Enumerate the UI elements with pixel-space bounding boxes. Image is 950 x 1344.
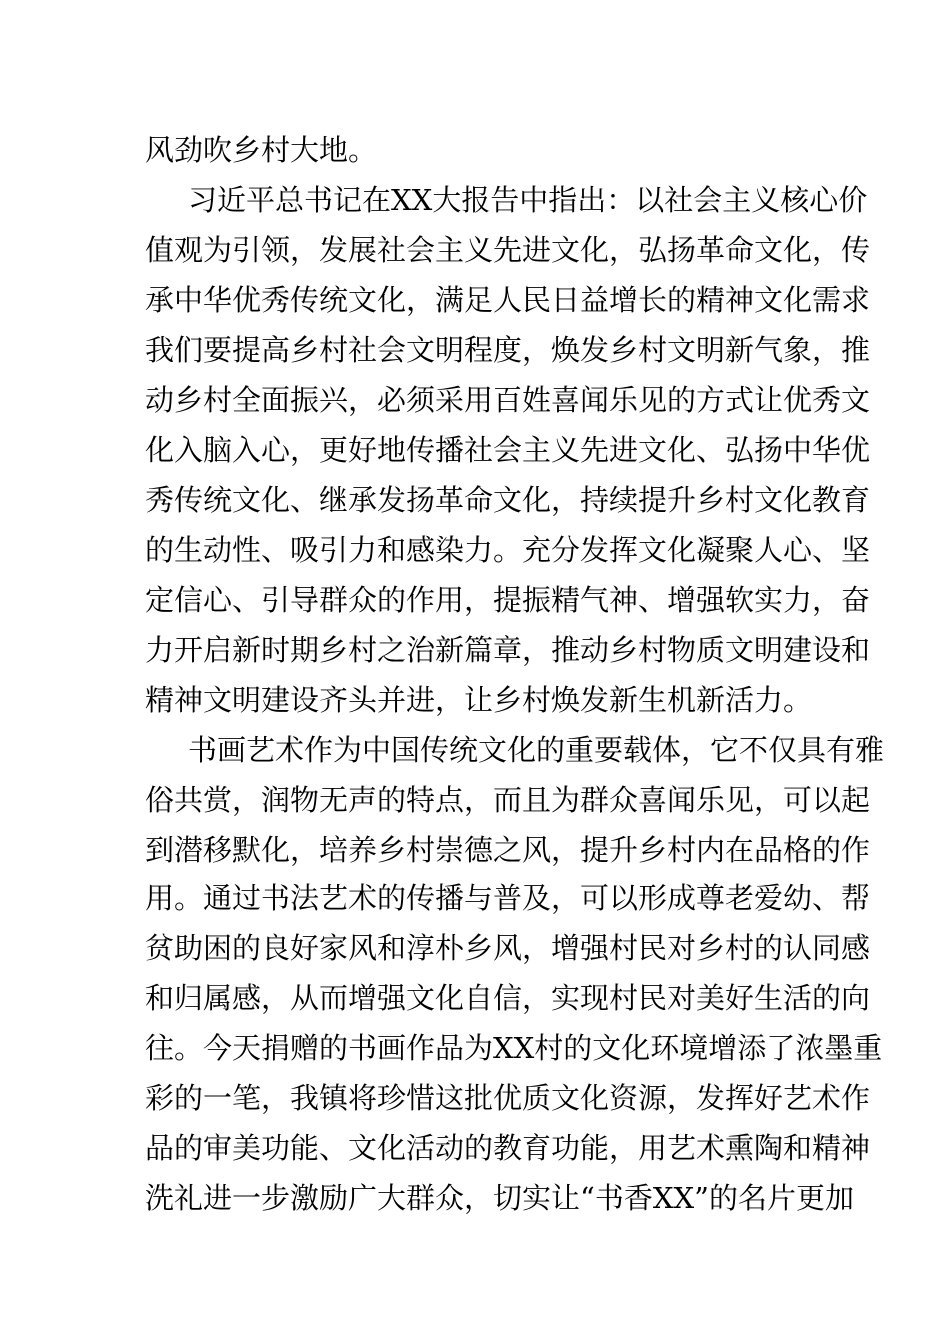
text-line: 洗礼进一步激励广大群众，切实让“书香XX”的名片更加 bbox=[145, 1181, 854, 1215]
text-line: 秀传统文化、继承发扬革命文化，持续提升乡村文化教育 bbox=[145, 483, 871, 517]
text-line: 定信心、引导群众的作用，提振精气神、增强软实力，奋 bbox=[145, 583, 871, 617]
text-line: 风劲吹乡村大地。 bbox=[145, 133, 378, 167]
text-line: 值观为引领，发展社会主义先进文化，弘扬革命文化，传 bbox=[145, 233, 871, 267]
paragraph-first-line: 习近平总书记在XX大报告中指出：以社会主义核心价 bbox=[188, 183, 868, 217]
text-line: 力开启新时期乡村之治新篇章，推动乡村物质文明建设和 bbox=[145, 633, 871, 667]
text-line: 精神文明建设齐头并进，让乡村焕发新生机新活力。 bbox=[145, 683, 813, 717]
text-line: 品的审美功能、文化活动的教育功能，用艺术熏陶和精神 bbox=[145, 1131, 871, 1165]
text-line: 化入脑入心，更好地传播社会主义先进文化、弘扬中华优 bbox=[145, 433, 871, 467]
text-line: 的生动性、吸引力和感染力。充分发挥文化凝聚人心、坚 bbox=[145, 533, 871, 567]
text-line: 到潜移默化，培养乡村崇德之风，提升乡村内在品格的作 bbox=[145, 833, 871, 867]
text-line: 我们要提高乡村社会文明程度，焕发乡村文明新气象，推 bbox=[145, 333, 871, 367]
text-line: 动乡村全面振兴，必须采用百姓喜闻乐见的方式让优秀文 bbox=[145, 383, 871, 417]
text-line: 俗共赏，润物无声的特点，而且为群众喜闻乐见，可以起 bbox=[145, 783, 871, 817]
text-line: 彩的一笔，我镇将珍惜这批优质文化资源，发挥好艺术作 bbox=[145, 1081, 871, 1115]
text-line: 用。通过书法艺术的传播与普及，可以形成尊老爱幼、帮 bbox=[145, 881, 871, 915]
text-line: 往。今天捐赠的书画作品为XX村的文化环境增添了浓墨重 bbox=[145, 1031, 883, 1065]
paragraph-first-line: 书画艺术作为中国传统文化的重要载体，它不仅具有雅 bbox=[188, 733, 885, 767]
text-line: 和归属感，从而增强文化自信，实现村民对美好生活的向 bbox=[145, 981, 871, 1015]
text-line: 贫助困的良好家风和淳朴乡风，增强村民对乡村的认同感 bbox=[145, 931, 871, 965]
text-line: 承中华优秀传统文化，满足人民日益增长的精神文化需求 bbox=[145, 283, 871, 317]
